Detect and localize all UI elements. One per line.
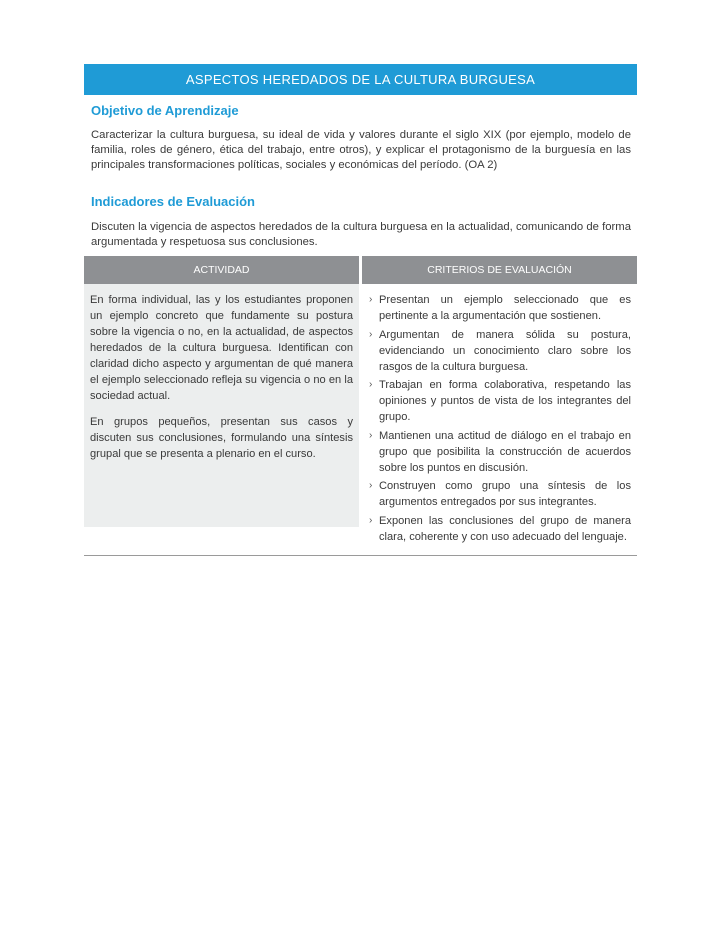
criteria-text: Construyen como grupo una síntesis de los argumentos entregados por sus integrantes. xyxy=(379,480,631,508)
criteria-item xyxy=(368,513,631,545)
criteria-item xyxy=(368,428,631,476)
chevron-right-icon: › xyxy=(369,294,373,305)
criteria-item xyxy=(368,478,631,510)
criteria-text: Exponen las conclusiones del grupo de manera clara, coherente y con uso adecuado del lenguaje. xyxy=(379,514,631,543)
chevron-right-icon: › xyxy=(369,328,373,340)
criteria-column-header: CRITERIOS DE EVALUACIÓN xyxy=(362,256,637,284)
objective-heading: Objetivo de Aprendizaje xyxy=(91,103,239,118)
table-body xyxy=(84,284,637,556)
chevron-right-icon: › xyxy=(369,480,373,491)
criteria-list xyxy=(368,292,631,545)
page-title: ASPECTOS HEREDADOS DE LA CULTURA BURGUESA xyxy=(185,72,536,87)
criteria-text: Argumentan de manera sólida su postura, evidenciando un conocimiento claro sobre los rasgos de la cultura burguesa. xyxy=(379,328,631,373)
table-header xyxy=(84,256,637,284)
activity-cell xyxy=(84,284,359,527)
activity-column-header: ACTIVIDAD xyxy=(84,256,359,284)
criteria-text: Trabajan en forma colaborativa, respetando las opiniones y puntos de vista de los integrantes del grupo. xyxy=(379,379,631,423)
criteria-text: Mantienen una actitud de diálogo en el trabajo en grupo que posibilita la construcción de acuerdos sobre los puntos en discusión. xyxy=(379,429,631,474)
activity-table xyxy=(84,256,637,556)
objective-text: Caracterizar la cultura burguesa, su ideal de vida y valores durante el siglo XIX (por ejemplo, modelo de familia, roles de género, ética del trabajo, entre otros), y explicar el protagonismo de la burguesía en las principales transformaciones políticas, sociales y económicas del período. (OA 2) xyxy=(91,129,631,172)
activity-paragraph: En forma individual, las y los estudiantes proponen un ejemplo concreto que fundamente su postura sobre la vigencia o no, en la actualidad, de aspectos heredados de la cultura burguesa. Identifican con claridad dicho aspecto y argumentan de qué manera el ejemplo seleccionado refleja su vigencia o no en la sociedad actual. xyxy=(90,294,353,402)
criteria-cell xyxy=(362,284,637,555)
indicators-text: Discuten la vigencia de aspectos heredados de la cultura burguesa en la actualidad, comunicando de forma argumentada y respetuosa sus conclusiones. xyxy=(91,221,631,249)
indicators-heading: Indicadores de Evaluación xyxy=(91,194,255,209)
criteria-text: Presentan un ejemplo seleccionado que es pertinente a la argumentación que sostienen. xyxy=(379,294,631,322)
chevron-right-icon: › xyxy=(369,379,373,390)
criteria-item xyxy=(368,292,631,324)
chevron-right-icon: › xyxy=(369,429,373,441)
chevron-right-icon: › xyxy=(369,514,373,526)
title-banner xyxy=(84,64,637,95)
activity-paragraph: En grupos pequeños, presentan sus casos y discuten sus conclusiones, formulando una síntesis grupal que se presenta a plenario en el curso. xyxy=(90,416,353,460)
criteria-item xyxy=(368,327,631,375)
criteria-item xyxy=(368,377,631,425)
